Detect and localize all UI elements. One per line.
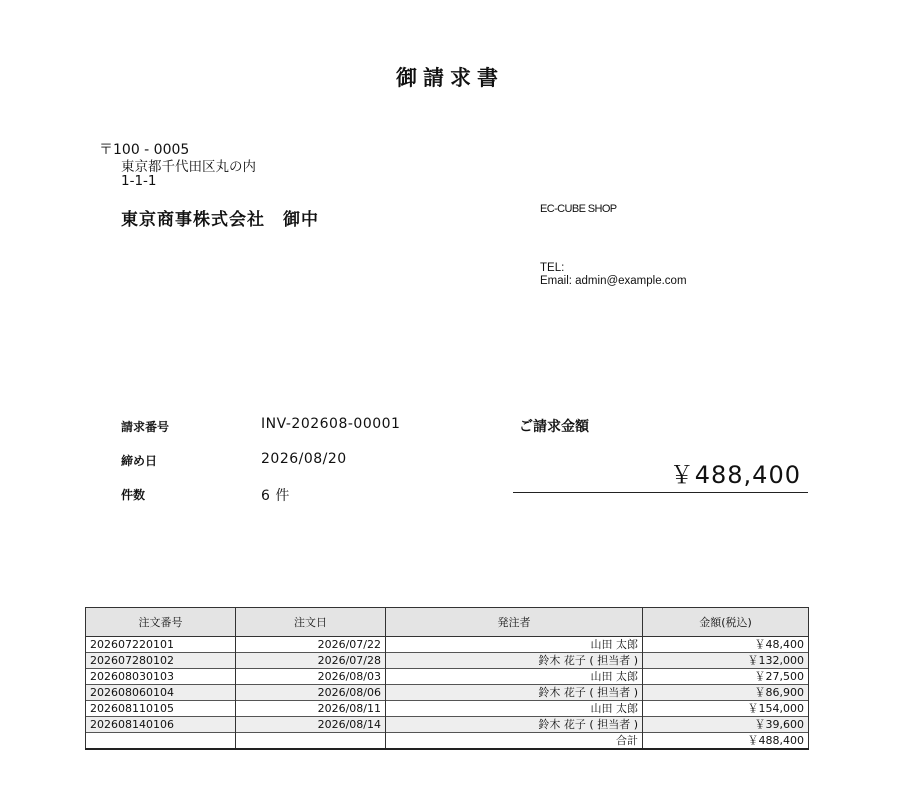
- table-row: [86, 637, 809, 653]
- amount-cell: ￥48,400: [643, 637, 809, 653]
- orderer-cell: 鈴木 花子 ( 担当者 ): [386, 653, 643, 669]
- order-number-cell: 202607220101: [86, 637, 236, 653]
- total-amount: ￥488,400: [669, 461, 801, 489]
- order-date-cell: 2026/08/14: [236, 717, 386, 733]
- empty-cell: [236, 733, 386, 750]
- column-header-orderer: 発注者: [386, 608, 643, 637]
- table-header-row: [86, 608, 809, 637]
- closing-date-label: 締め日: [121, 454, 158, 468]
- amount-cell: ￥27,500: [643, 669, 809, 685]
- order-number-cell: 202608030103: [86, 669, 236, 685]
- issuer-email: Email: admin@example.com: [540, 275, 687, 287]
- invoice-number-label: 請求番号: [121, 420, 170, 434]
- amount-cell: ￥154,000: [643, 701, 809, 717]
- total-label-cell: 合計: [386, 733, 643, 750]
- recipient-company: 東京商事株式会社 御中: [121, 210, 319, 230]
- closing-date: 2026/08/20: [261, 451, 347, 467]
- amount-cell: ￥132,000: [643, 653, 809, 669]
- table-total-row: [86, 733, 809, 750]
- table-row: [86, 653, 809, 669]
- column-header-order-date: 注文日: [236, 608, 386, 637]
- orderer-cell: 山田 太郎: [386, 669, 643, 685]
- table-row: [86, 685, 809, 701]
- issuer-shop-name: EC-CUBE SHOP: [540, 203, 617, 215]
- order-number-cell: 202608140106: [86, 717, 236, 733]
- column-header-order-number: 注文番号: [86, 608, 236, 637]
- orderer-cell: 鈴木 花子 ( 担当者 ): [386, 685, 643, 701]
- table-row: [86, 717, 809, 733]
- total-underline: [513, 492, 808, 493]
- table-row: [86, 669, 809, 685]
- order-number-cell: 202607280102: [86, 653, 236, 669]
- order-date-cell: 2026/07/28: [236, 653, 386, 669]
- order-count-label: 件数: [121, 488, 146, 502]
- recipient-address-line1: 東京都千代田区丸の内: [121, 159, 256, 175]
- order-date-cell: 2026/08/06: [236, 685, 386, 701]
- order-number-cell: 202608060104: [86, 685, 236, 701]
- table-row: [86, 701, 809, 717]
- empty-cell: [86, 733, 236, 750]
- recipient-address-line2: 1-1-1: [121, 173, 157, 189]
- column-header-amount: 金額(税込): [643, 608, 809, 637]
- orderer-cell: 山田 太郎: [386, 637, 643, 653]
- order-date-cell: 2026/08/11: [236, 701, 386, 717]
- orderer-cell: 山田 太郎: [386, 701, 643, 717]
- order-count: 6 件: [261, 488, 290, 504]
- amount-cell: ￥39,600: [643, 717, 809, 733]
- total-amount-label: ご請求金額: [519, 419, 589, 435]
- order-date-cell: 2026/07/22: [236, 637, 386, 653]
- recipient-zip: 〒100 - 0005: [99, 142, 190, 158]
- order-table: [85, 607, 809, 750]
- order-number-cell: 202608110105: [86, 701, 236, 717]
- order-date-cell: 2026/08/03: [236, 669, 386, 685]
- total-amount-cell: ￥488,400: [643, 733, 809, 750]
- invoice-number: INV-202608-00001: [261, 416, 401, 432]
- orderer-cell: 鈴木 花子 ( 担当者 ): [386, 717, 643, 733]
- amount-cell: ￥86,900: [643, 685, 809, 701]
- document-title: 御請求書: [396, 66, 504, 90]
- issuer-tel: TEL:: [540, 262, 565, 274]
